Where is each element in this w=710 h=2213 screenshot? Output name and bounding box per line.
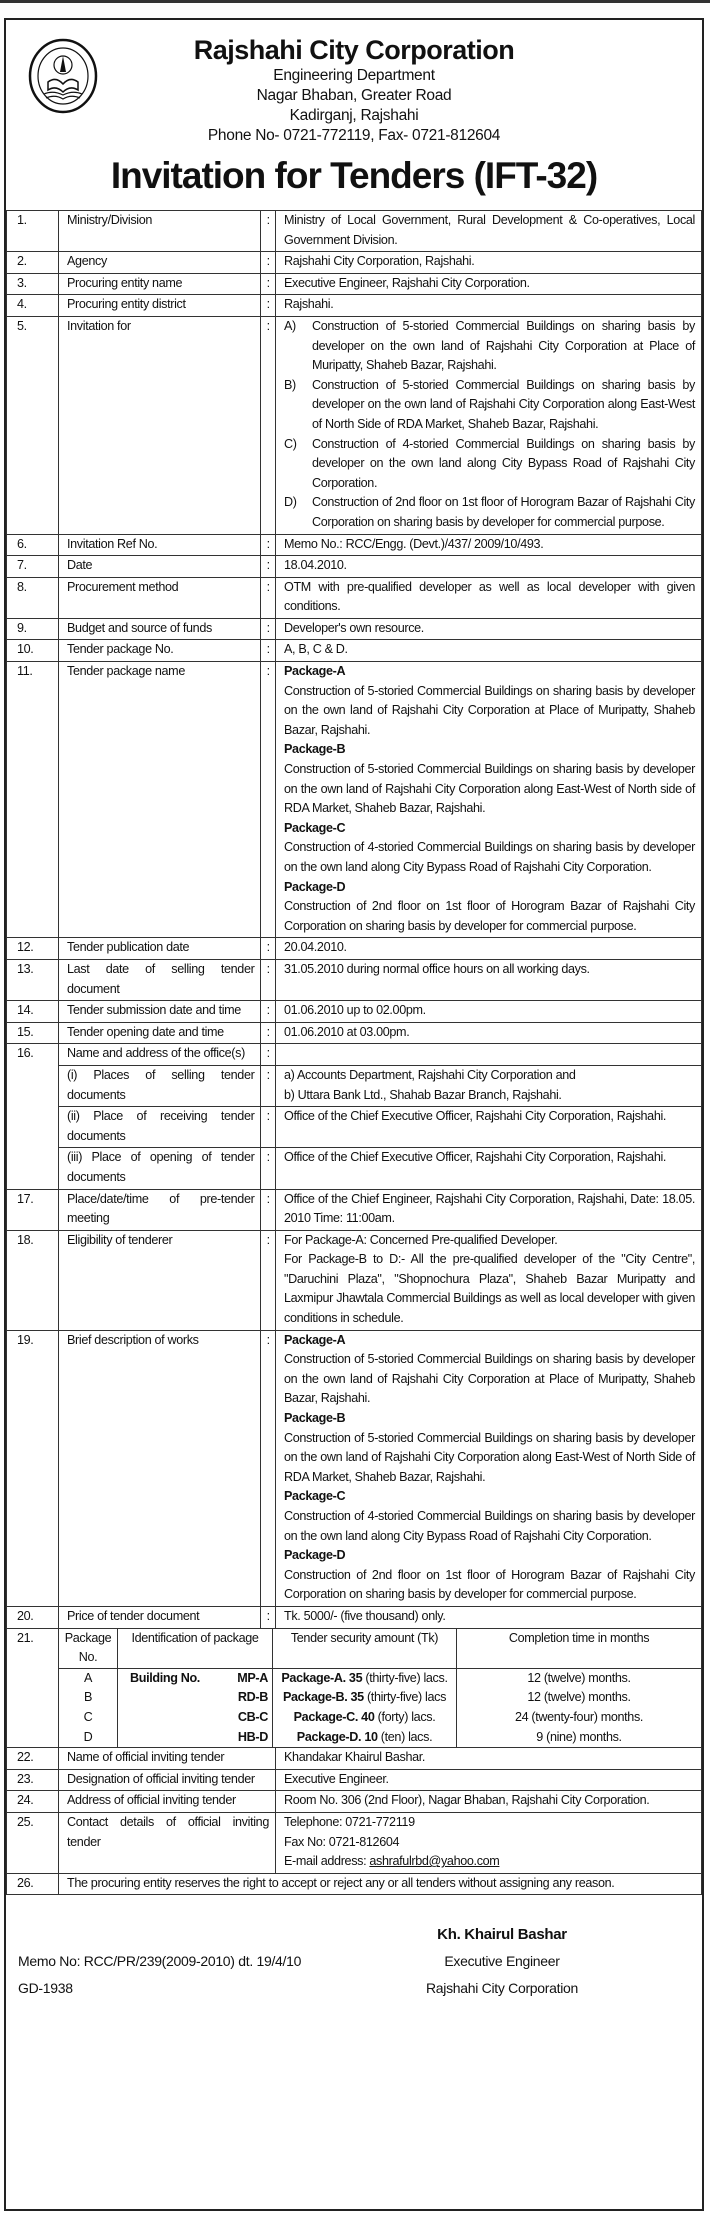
invitation-item: [284, 317, 695, 376]
notice-footer: [6, 1895, 702, 2015]
colon-separator: :: [261, 1022, 276, 1044]
row-value: [276, 1330, 702, 1606]
table-row: [7, 618, 702, 640]
row-label: Ministry/Division: [59, 211, 261, 252]
city-corporation-seal-logo: [28, 38, 98, 114]
row-value: [276, 1748, 702, 1770]
table-row: [7, 1044, 702, 1066]
row-value: [276, 1230, 702, 1330]
value-line: 20.04.2010.: [284, 940, 347, 955]
package-table-body: [59, 1668, 701, 1747]
row-label: Address of official inviting tender: [59, 1791, 276, 1813]
table-row: [7, 662, 702, 938]
tender-security: [277, 1688, 452, 1708]
row-number: 6.: [7, 534, 59, 556]
value-line: Ministry of Local Government, Rural Development & Co-operatives, Local Government Division.: [284, 213, 695, 247]
value-line: Executive Engineer.: [284, 1771, 389, 1786]
sub-row-label: (ii) Place of receiving tender documents: [59, 1107, 261, 1148]
signature-block: [412, 1921, 592, 2002]
package-description: Construction of 5-storied Commercial Buildings on sharing basis by developer on the own land of Rajshahi City Corporation along East-West of North side of RDA Market, Shaheb Bazar, Rajshahi.: [284, 762, 695, 816]
table-row: [7, 295, 702, 317]
signatory-name: Kh. Khairul Bashar: [437, 1926, 567, 1944]
notice-title: Invitation for Tenders (IFT-32): [110, 155, 598, 196]
value-line: For Package-B to D:- All the pre-qualified developer of the "City Centre", "Daruchini Plaza", "Shopnochura Plaza", Shaheb Bazar Muripatty and Laxmipur Jhawtala Commercial Buildings as well as local developer with given conditions in schedule.: [284, 1252, 695, 1326]
address-line-2: Kadirganj, Rajshahi: [289, 107, 419, 124]
value-line: 01.06.2010 up to 02.00pm.: [284, 1003, 426, 1018]
row-value: [276, 662, 702, 938]
tender-security: [277, 1708, 452, 1728]
row-value: [276, 295, 702, 317]
value-line: Rajshahi City Corporation, Rajshahi.: [284, 254, 475, 269]
row-value: [276, 959, 702, 1000]
table-row: [7, 1001, 702, 1023]
table-row: [7, 577, 702, 618]
row-number: 20.: [7, 1606, 59, 1628]
table-row: [7, 1791, 702, 1813]
security-amount-words: (thirty-five) lacs.: [362, 1670, 448, 1685]
row-number: 1.: [7, 211, 59, 252]
row-label: Contact details of official inviting tender: [59, 1812, 276, 1873]
colon-separator: :: [261, 959, 276, 1000]
row-value: [276, 534, 702, 556]
column-header: Completion time in months: [457, 1629, 702, 1669]
row-label: Designation of official inviting tender: [59, 1769, 276, 1791]
building-code: CB-C: [237, 1709, 268, 1724]
package-identification: [122, 1688, 268, 1708]
row-number: 7.: [7, 556, 59, 578]
colon-separator: :: [261, 1001, 276, 1023]
tender-security: [277, 1669, 452, 1689]
row-number: 8.: [7, 577, 59, 618]
sub-row-label: (iii) Place of opening of tender documents: [59, 1148, 261, 1189]
row-label: Agency: [59, 252, 261, 274]
table-row: [7, 1330, 702, 1606]
row-value: [276, 316, 702, 534]
row-number: 25.: [7, 1812, 59, 1873]
table-row: [7, 534, 702, 556]
reservation-clause: The procuring entity reserves the right to accept or reject any or all tenders without assigning any reason.: [59, 1873, 702, 1895]
building-label: Building No.: [130, 1670, 200, 1685]
value-line: Office of the Chief Executive Officer, Rajshahi City Corporation, Rajshahi.: [284, 1109, 667, 1124]
value-line: OTM with pre-qualified developer as well as local developer with given conditions.: [284, 579, 695, 614]
phone-fax: Phone No- 0721-772119, Fax- 0721-812604: [207, 127, 501, 144]
value-line: Office of the Chief Engineer, Rajshahi City Corporation, Rajshahi, Date: 18.05. 2010 Time: 11:00am.: [284, 1191, 695, 1226]
sub-row-value: [276, 1107, 702, 1148]
package-heading: Package-D: [284, 1548, 346, 1563]
colon-separator: :: [261, 211, 276, 252]
package-description: Construction of 5-storied Commercial Buildings on sharing basis by developer on the own land of Rajshahi City Corporation at Place of Muripatty, Shaheb Bazar, Rajshahi.: [284, 683, 695, 737]
row-label: Budget and source of funds: [59, 618, 261, 640]
tender-security-amounts: [273, 1668, 457, 1747]
colon-separator: :: [261, 577, 276, 618]
table-row: [7, 273, 702, 295]
row-number: 5.: [7, 316, 59, 534]
row-number: 19.: [7, 1330, 59, 1606]
package-identification: [122, 1669, 268, 1689]
row-value: [276, 640, 702, 662]
table-row: [7, 1812, 702, 1873]
value-line: 31.05.2010 during normal office hours on all working days.: [284, 961, 590, 976]
security-amount-words: (ten) lacs.: [377, 1729, 433, 1744]
value-line: Room No. 306 (2nd Floor), Nagar Bhaban, Rajshahi City Corporation.: [284, 1793, 650, 1808]
row-number: 3.: [7, 273, 59, 295]
security-package-amount: Package-B. 35: [282, 1690, 364, 1705]
package-number: A: [83, 1670, 93, 1685]
item-text: Construction of 5-storied Commercial Buildings on sharing basis by developer on the own land of Rajshahi City Corporation along East-West of North Side of RDA Market, Shaheb Bazar, Rajshahi.: [312, 377, 695, 431]
row-label: Invitation for: [59, 316, 261, 534]
row-label: Brief description of works: [59, 1330, 261, 1606]
package-identification: [122, 1728, 268, 1748]
sub-row-label: (i) Places of selling tender documents: [59, 1065, 261, 1106]
email-link[interactable]: ashrafulrbd@yahoo.com: [369, 1854, 500, 1869]
row-label: Tender publication date: [59, 938, 261, 960]
sub-row: [7, 1148, 702, 1189]
item-text: Construction of 4-storied Commercial Buildings on sharing basis by developer on the own land along City Bypass Road of Rajshahi City Corporation.: [312, 436, 695, 490]
item-text: Construction of 2nd floor on 1st floor of Horogram Bazar of Rajshahi City Corporation on sharing basis by developer for commercial purpose.: [312, 495, 695, 529]
package-table-header: [59, 1629, 701, 1669]
organization-name: Rajshahi City Corporation: [193, 35, 515, 65]
table-row: [7, 1606, 702, 1628]
package-summary-table: [59, 1629, 701, 1748]
security-amount-words: (thirty-five) lacs: [363, 1690, 447, 1705]
package-numbers: [59, 1668, 118, 1747]
package-heading: Package-B: [284, 1411, 346, 1426]
package-description: Construction of 4-storied Commercial Buildings on sharing basis by developer on the own land along City Bypass Road of Rajshahi City Corporation.: [284, 1509, 695, 1543]
sub-row-value: [276, 1148, 702, 1189]
value-line: Khandakar Khairul Bashar.: [284, 1750, 426, 1765]
value-line: Developer's own resource.: [284, 620, 424, 635]
notice-header: [6, 20, 702, 210]
table-row: [7, 316, 702, 534]
table-row: [7, 1873, 702, 1895]
row-label: Place/date/time of pre-tender meeting: [59, 1189, 261, 1230]
row-value: [276, 577, 702, 618]
invitation-item: [284, 493, 695, 532]
value-line: For Package-A: Concerned Pre-qualified Developer.: [284, 1232, 558, 1247]
row-value: [276, 1791, 702, 1813]
row-label: Tender opening date and time: [59, 1022, 261, 1044]
row-value: [276, 1022, 702, 1044]
row-label: Procuring entity district: [59, 295, 261, 317]
row-number: 11.: [7, 662, 59, 938]
row-value: [276, 211, 702, 252]
row-label: Tender package name: [59, 662, 261, 938]
package-heading: Package-C: [284, 820, 346, 835]
table-row: [7, 938, 702, 960]
row-value: [276, 252, 702, 274]
security-amount-words: (forty) lacs.: [374, 1709, 436, 1724]
package-heading: Package-A: [284, 1332, 346, 1347]
row-number: 22.: [7, 1748, 59, 1770]
colon-separator: :: [261, 295, 276, 317]
package-heading: Package-D: [284, 879, 346, 894]
security-package-amount: Package-A. 35: [281, 1670, 363, 1685]
value-line: Memo No.: RCC/Engg. (Devt.)/437/ 2009/10/493.: [284, 536, 544, 551]
package-description: Construction of 2nd floor on 1st floor of Horogram Bazar of Rajshahi City Corporation on sharing basis by developer for commercial purpose.: [284, 1567, 695, 1602]
value-line: Office of the Chief Executive Officer, Rajshahi City Corporation, Rajshahi.: [284, 1150, 667, 1165]
row-value: [276, 1044, 702, 1066]
row-label: Last date of selling tender document: [59, 959, 261, 1000]
completion-time: 9 (nine) months.: [536, 1729, 622, 1744]
package-description: Construction of 5-storied Commercial Buildings on sharing basis by developer on the own land of Rajshahi City Corporation at Place of Muripatty, Shaheb Bazar, Rajshahi.: [284, 1352, 695, 1406]
package-number: D: [83, 1729, 93, 1744]
sub-row-value: [276, 1065, 702, 1106]
table-row: [7, 556, 702, 578]
row-value: [276, 273, 702, 295]
colon-separator: :: [261, 316, 276, 534]
table-row: [7, 640, 702, 662]
colon-separator: :: [261, 1189, 276, 1230]
row-number: 14.: [7, 1001, 59, 1023]
colon-separator: :: [261, 618, 276, 640]
colon-separator: :: [261, 938, 276, 960]
invitation-item: [284, 435, 695, 494]
value-line: Executive Engineer, Rajshahi City Corporation.: [284, 275, 530, 290]
row-value: [276, 1606, 702, 1628]
tender-security: [277, 1728, 452, 1748]
row-label: Tender submission date and time: [59, 1001, 261, 1023]
signatory-organization: Rajshahi City Corporation: [425, 1980, 579, 1997]
table-row: [7, 252, 702, 274]
row-number: 4.: [7, 295, 59, 317]
email-label: E-mail address:: [284, 1854, 370, 1869]
package-identifications: [118, 1668, 273, 1747]
table-row: [7, 1230, 702, 1330]
colon-separator: :: [261, 252, 276, 274]
memo-block: [18, 1948, 301, 2002]
row-label: Name and address of the office(s): [59, 1044, 261, 1066]
colon-separator: :: [261, 1230, 276, 1330]
row-value: [276, 1001, 702, 1023]
package-description: Construction of 4-storied Commercial Buildings on sharing basis by developer on the own land along City Bypass Road of Rajshahi City Corporation.: [284, 840, 695, 874]
invitation-item: [284, 376, 695, 435]
row-label: Price of tender document: [59, 1606, 261, 1628]
table-row: [7, 1769, 702, 1791]
row-number: 21.: [7, 1628, 59, 1748]
email-line: [284, 1852, 695, 1872]
colon-separator: :: [261, 640, 276, 662]
row-value: [276, 1812, 702, 1873]
security-package-amount: Package-D. 10: [296, 1729, 378, 1744]
row-number: 17.: [7, 1189, 59, 1230]
completion-times: [457, 1668, 702, 1747]
row-number: 13.: [7, 959, 59, 1000]
package-description: Construction of 5-storied Commercial Buildings on sharing basis by developer on the own land of Rajshahi City Corporation along East-West of North Side of RDA Market, Shaheb Bazar, Rajshahi.: [284, 1430, 695, 1484]
row-label: Procurement method: [59, 577, 261, 618]
row-label: Tender package No.: [59, 640, 261, 662]
package-heading: Package-C: [284, 1489, 346, 1504]
building-code: RD-B: [237, 1690, 268, 1705]
package-number: B: [83, 1690, 93, 1705]
value-line: Rajshahi.: [284, 297, 334, 312]
row-number: 10.: [7, 640, 59, 662]
colon-separator: :: [261, 662, 276, 938]
row-number: 23.: [7, 1769, 59, 1791]
value-line: b) Uttara Bank Ltd., Shahab Bazar Branch, Rajshahi.: [284, 1087, 562, 1102]
colon-separator: :: [261, 1330, 276, 1606]
row-number: 15.: [7, 1022, 59, 1044]
table-row: [7, 1748, 702, 1770]
row-number: 26.: [7, 1873, 59, 1895]
item-text: Construction of 5-storied Commercial Buildings on sharing basis by developer on the own land of Rajshahi City Corporation at Place of Muripatty, Shaheb Bazar, Rajshahi.: [312, 318, 695, 373]
package-identification: [122, 1708, 268, 1728]
colon-separator: :: [261, 534, 276, 556]
item-marker: B): [284, 377, 296, 392]
building-code: MP-A: [237, 1670, 268, 1685]
row-number: 24.: [7, 1791, 59, 1813]
package-number: C: [83, 1709, 93, 1724]
column-header: Tender security amount (Tk): [273, 1629, 457, 1669]
item-marker: D): [284, 495, 297, 510]
row-value: [276, 938, 702, 960]
value-line: a) Accounts Department, Rajshahi City Corporation and: [284, 1067, 576, 1082]
row-label: Eligibility of tenderer: [59, 1230, 261, 1330]
package-heading: Package-B: [284, 742, 346, 757]
top-rule: [0, 0, 710, 3]
sub-row: [7, 1065, 702, 1106]
colon-separator: :: [261, 1606, 276, 1628]
row-value: [276, 1769, 702, 1791]
signatory-title: Executive Engineer: [444, 1953, 560, 1970]
value-line: 18.04.2010.: [284, 558, 347, 573]
sub-row: [7, 1107, 702, 1148]
item-marker: A): [284, 318, 296, 333]
row-number: 9.: [7, 618, 59, 640]
table-row: [7, 1022, 702, 1044]
completion-time: 12 (twelve) months.: [527, 1690, 631, 1705]
package-table-cell: [59, 1628, 702, 1748]
value-line: Tk. 5000/- (five thousand) only.: [284, 1608, 446, 1623]
colon-separator: :: [261, 273, 276, 295]
value-line: Telephone: 0721-772119: [284, 1814, 415, 1829]
table-row: [7, 211, 702, 252]
department: Engineering Department: [273, 67, 435, 84]
row-label: Procuring entity name: [59, 273, 261, 295]
value-line: A, B, C & D.: [284, 642, 348, 657]
row-number: 2.: [7, 252, 59, 274]
row-value: [276, 556, 702, 578]
colon-separator: :: [261, 1065, 276, 1106]
completion-time: 12 (twelve) months.: [527, 1670, 631, 1685]
item-marker: C): [284, 436, 297, 451]
value-line: 01.06.2010 at 03.00pm.: [284, 1024, 410, 1039]
address-line-1: Nagar Bhaban, Greater Road: [256, 87, 452, 104]
package-heading: Package-A: [284, 664, 346, 679]
memo-number: Memo No: RCC/PR/239(2009-2010) dt. 19/4/10: [18, 1953, 302, 1970]
table-row: [7, 1189, 702, 1230]
value-line: Fax No: 0721-812604: [284, 1834, 400, 1849]
completion-time: 24 (twenty-four) months.: [514, 1709, 644, 1724]
row-label: Date: [59, 556, 261, 578]
column-header: Package No.: [59, 1629, 118, 1669]
column-header: Identification of package: [118, 1629, 273, 1669]
table-row: [7, 959, 702, 1000]
gd-number: GD-1938: [18, 1980, 73, 1997]
notice-frame: [4, 18, 704, 2211]
row-number: 16.: [7, 1044, 59, 1189]
colon-separator: :: [261, 556, 276, 578]
colon-separator: :: [261, 1044, 276, 1066]
row-value: [276, 618, 702, 640]
row-label: Name of official inviting tender: [59, 1748, 276, 1770]
row-number: 12.: [7, 938, 59, 960]
tender-details-table: [6, 210, 702, 1895]
building-code: HB-D: [237, 1729, 268, 1744]
package-description: Construction of 2nd floor on 1st floor of Horogram Bazar of Rajshahi City Corporation on sharing basis by developer for commercial purpose.: [284, 899, 695, 933]
security-package-amount: Package-C. 40: [293, 1709, 375, 1724]
row-value: [276, 1189, 702, 1230]
colon-separator: :: [261, 1107, 276, 1148]
package-table-row: [7, 1628, 702, 1748]
row-number: 18.: [7, 1230, 59, 1330]
row-label: Invitation Ref No.: [59, 534, 261, 556]
colon-separator: :: [261, 1148, 276, 1189]
